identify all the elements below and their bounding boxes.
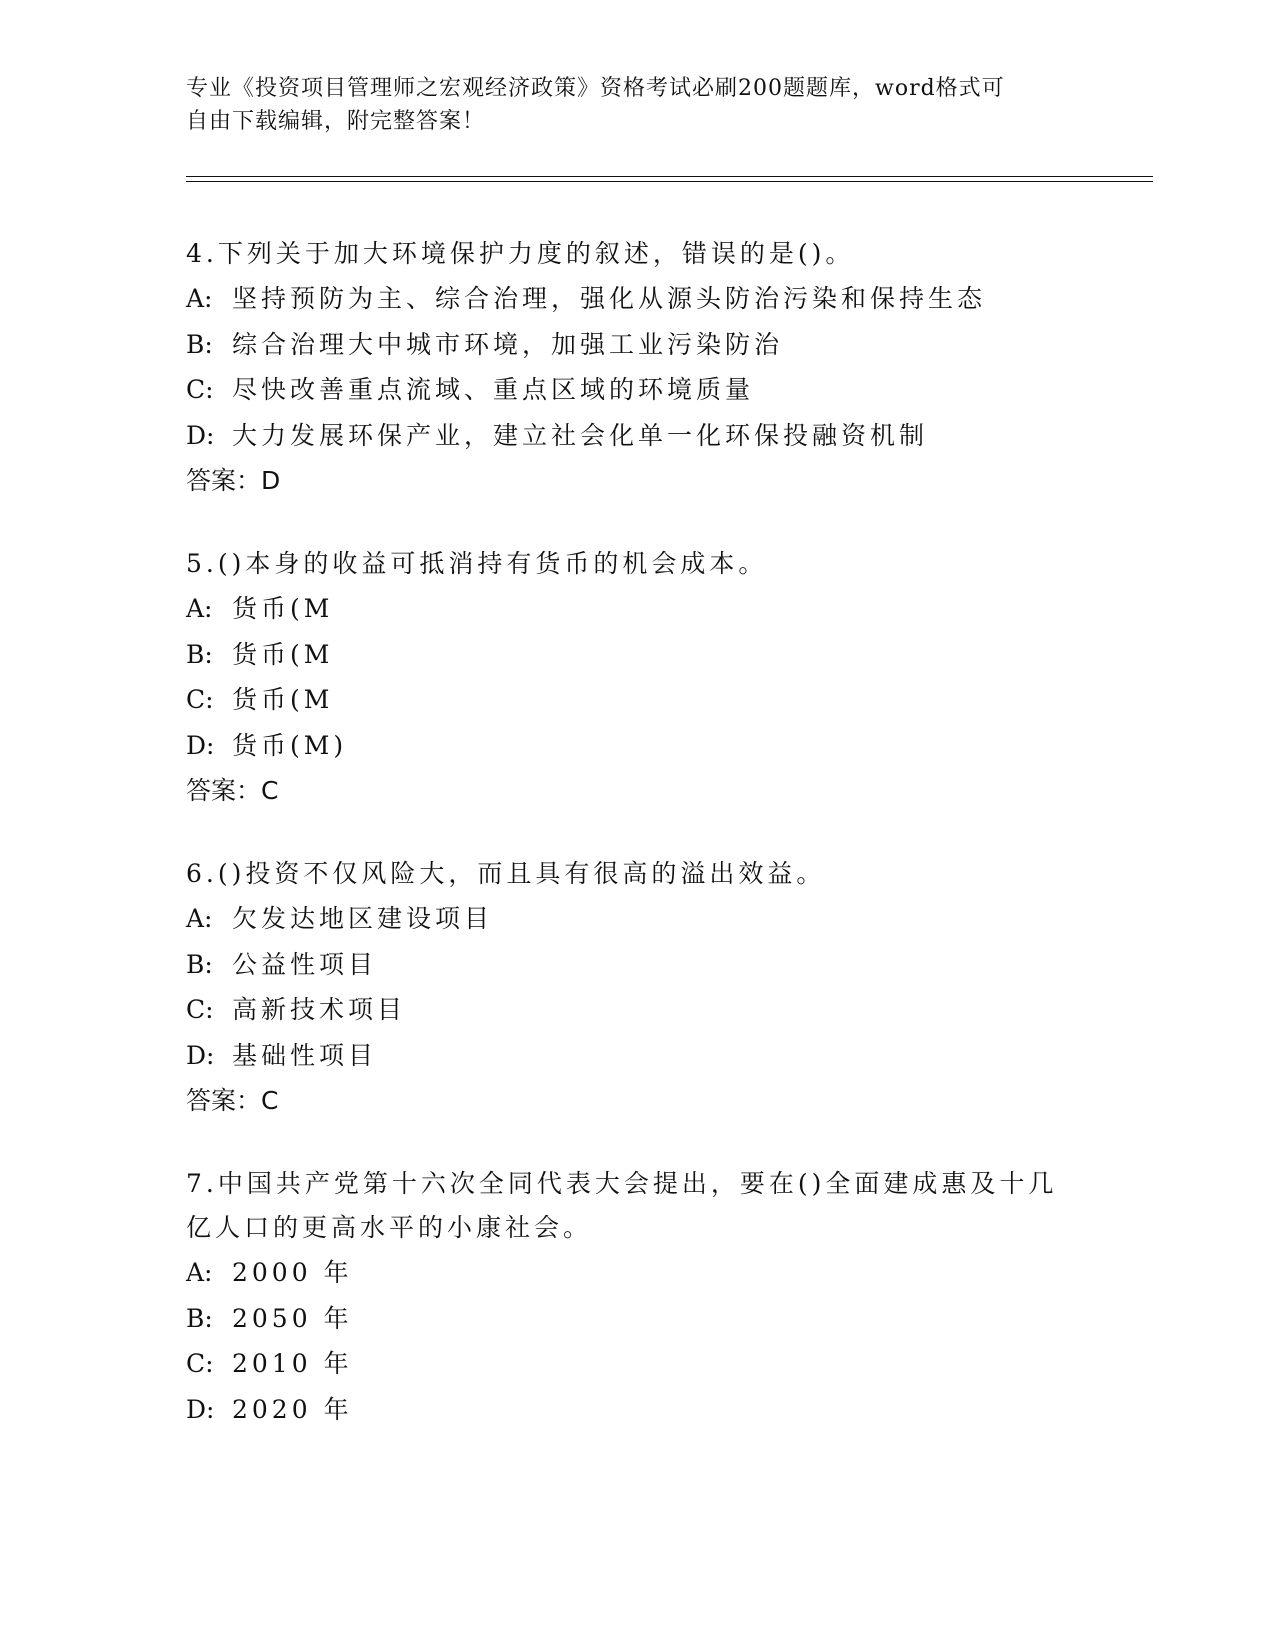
option-text: 2000 年 (232, 1258, 353, 1287)
option-letter: C: (186, 1349, 214, 1378)
option-letter: C: (186, 375, 214, 404)
option-letter: C: (186, 995, 214, 1024)
option-text: 货币(M) (232, 730, 348, 760)
question-stem: 7.中国共产党第十六次全同代表大会提出，要在()全面建成惠及十几亿人口的更高水平的小康社会。 (186, 1169, 1058, 1242)
option-a (186, 276, 1086, 322)
option-b (186, 322, 1086, 368)
question-stem: 6.()投资不仅风险大，而且具有很高的溢出效益。 (186, 859, 826, 888)
question-4 (186, 232, 1086, 504)
option-letter: B: (186, 639, 213, 669)
header-line-2: 自由下载编辑，附完整答案！ (186, 109, 486, 134)
option-text: 尽快改善重点流域、重点区域的环境质量 (232, 375, 755, 404)
option-letter: D: (186, 420, 215, 450)
option-d (186, 1033, 1086, 1079)
option-text: 2050 年 (232, 1303, 353, 1333)
header-line-1: 专业《投资项目管理师之宏观经济政策》资格考试必刷200题题库，word格式可 (186, 76, 1005, 101)
option-b (186, 632, 1086, 678)
option-text: 货币(M (232, 639, 334, 669)
option-c (186, 987, 1086, 1033)
question-list (186, 232, 1086, 1470)
option-b (186, 942, 1086, 988)
option-letter: A: (186, 1258, 213, 1287)
option-a (186, 586, 1086, 632)
option-text: 高新技术项目 (232, 995, 407, 1024)
option-text: 货币(M (232, 685, 334, 714)
question-7 (186, 1162, 1086, 1432)
option-letter: C: (186, 685, 214, 714)
option-letter: A: (186, 284, 213, 313)
header-divider-bottom (186, 181, 1153, 182)
option-text: 坚持预防为主、综合治理，强化从源头防治污染和保持生态 (232, 284, 987, 313)
option-text: 欠发达地区建设项目 (232, 904, 494, 933)
answer-line: 答案：C (186, 776, 279, 805)
option-text: 2010 年 (232, 1349, 353, 1378)
option-text: 综合治理大中城市环境，加强工业污染防治 (232, 329, 784, 359)
option-letter: D: (186, 730, 215, 760)
option-letter: A: (186, 904, 213, 933)
question-stem: 4.下列关于加大环境保护力度的叙述，错误的是()。 (186, 239, 855, 268)
document-header (186, 72, 1066, 138)
option-a (186, 1250, 1086, 1296)
option-letter: B: (186, 329, 213, 359)
option-text: 公益性项目 (232, 949, 378, 979)
option-letter: D: (186, 1040, 215, 1070)
option-letter: B: (186, 1303, 213, 1333)
question-6 (186, 852, 1086, 1124)
option-text: 货币(M (232, 594, 334, 623)
option-d (186, 723, 1086, 769)
answer-line: 答案：C (186, 1086, 279, 1115)
option-text: 2020 年 (232, 1394, 353, 1424)
option-c (186, 1341, 1086, 1387)
option-letter: B: (186, 949, 213, 979)
option-text: 大力发展环保产业，建立社会化单一化环保投融资机制 (232, 420, 929, 450)
option-b (186, 1296, 1086, 1342)
question-5 (186, 542, 1086, 814)
option-d (186, 1387, 1086, 1433)
header-divider-top (186, 176, 1153, 177)
option-text: 基础性项目 (232, 1040, 378, 1070)
option-c (186, 367, 1086, 413)
option-d (186, 413, 1086, 459)
question-stem: 5.()本身的收益可抵消持有货币的机会成本。 (186, 549, 768, 578)
option-letter: D: (186, 1394, 215, 1424)
answer-line: 答案：D (186, 466, 281, 495)
option-c (186, 677, 1086, 723)
option-a (186, 896, 1086, 942)
option-letter: A: (186, 594, 213, 623)
